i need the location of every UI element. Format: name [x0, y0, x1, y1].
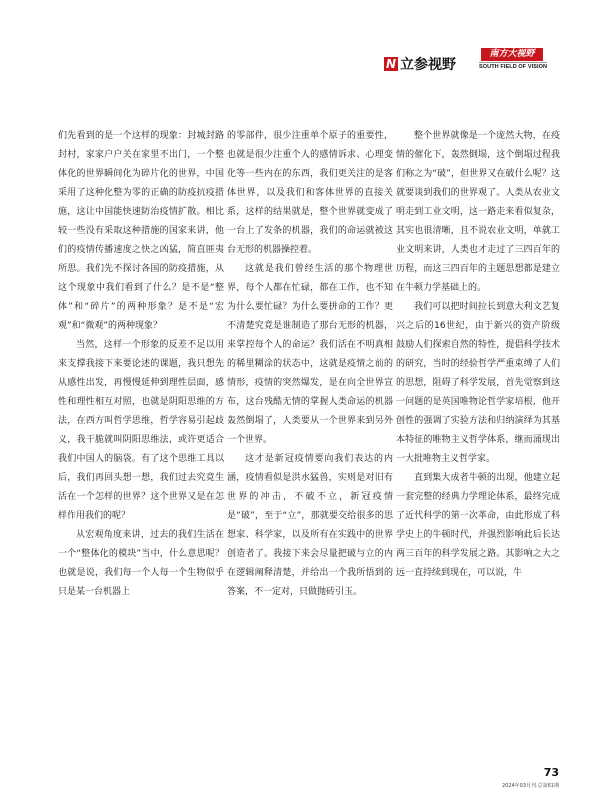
magazine-brand: 南方大视野	[481, 48, 543, 61]
text-column-2	[227, 127, 393, 602]
paragraph: 整个世界就像是一个庞然大物，在疫情的催化下，轰然倒塌，这个倒塌过程我们称之为“破”，但世界又在破什么呢？这就要谈到我们的世界观了。人类从农业文明走到工业文明，这一路走来看似复杂，其实也很清晰，且不说农业文明，单就工业文明来讲，人类也才走过了三四百年的历程，而这三四百年的主题思想都是建立在牛顿力学基础上的。	[396, 131, 560, 293]
column-header	[378, 40, 568, 76]
magazine-brand-subtitle: SOUTH FIELD OF VISION	[479, 64, 548, 70]
paragraph: 当然，这样一个形象的反差不足以用来支撑我接下来要论述的课题，我只想先从感性出发，再慢慢延伸到理性层面，感性和理性相互对照，也就是阴阳思维的方法，在西方叫哲学思维，哲学容易引起歧义，我干脆就叫阴阳思维法，或许更适合我们中国人的脑袋。有了这个思维工具以后，我们再回头想一想，我们过去究竟生活在一个怎样的世界？这个世界又是在怎样作用我们的呢？	[58, 340, 224, 521]
paragraph: 从宏观角度来讲，过去的我们生活在一个“整体化的模块”当中，什么意思呢？也就是说，我们每一个人每一个生物似乎只是某一台机器上	[58, 530, 224, 597]
column-title: 立参视野	[400, 57, 456, 73]
issue-info: 2024年03月刊·总第61期	[501, 783, 559, 789]
text-column-3	[396, 127, 560, 583]
header-divider	[479, 62, 547, 63]
paragraph: 我们可以把时间拉长到意大利文艺复兴之后的16世纪，由于新兴的资产阶级鼓励人们探索自然的特性，提倡科学技术的研究，当时的经验哲学严重束缚了人们的思想，阻碍了科学发展，首先觉察到这一问题的是英国唯物论哲学家培根，他开创性的强调了实验方法和归纳演绎为其基本特征的唯物主义哲学体系，继而涌现出一大批唯物主义哲学家。	[396, 302, 560, 464]
paragraph: 这就是我们曾经生活的那个物理世界，每个人都在忙碌，都在工作，也不知为什么要忙碌？为什么要拼命的工作？更不清楚究竟是谁制造了那台无形的机器，来掌控每个人的命运？我们活在不明真相的稀里糊涂的状态中，这就是疫情之前的情形，疫情的突然爆发，是在向全世界宣布，这台残酷无情的掌握人类命运的机器轰然倒塌了，人类要从一个世界来到另外一个世界。	[227, 264, 393, 445]
column-logo: N	[385, 57, 397, 71]
paragraph: 们先看到的是一个这样的现象：封城封路封村，家家户户关在家里不出门，一个整体化的世界瞬间化为碎片化的世界，中国采用了这种化整为零的正确的防疫抗疫措施，这让中国能快速防治疫情扩散。相比较一些没有采取这种措施的国家来讲，他们的疫情传播速度之快之凶猛，简直匪夷所思。我们先不探讨各国的防疫措施，从这个现象中我们看到了什么？是不是“整体”和“碎片”的两种形象？是不是“宏观”和“微观”的两种现象？	[58, 131, 224, 331]
paragraph: 的零部件，很少注重单个原子的重要性，也就是很少注重个人的感情诉求、心理变化等一些内在的东西，我们更关注的是客体世界，以及我们和客体世界的直接关系，这样的结果就是，整个世界就变成了一台上了发条的机器，我们的命运就被这台无形的机器操控着。	[227, 131, 393, 255]
text-column-1	[58, 127, 224, 602]
page-number: 73	[543, 766, 559, 779]
paragraph: 这才是新冠疫情要向我们表达的内涵，疫情看似是洪水猛兽，实则是对旧有世界的冲击，不破不立，新冠疫情是“破”，至于“立”，那就要交给很多的思想家、科学家，以及所有在实践中的世界创造者了。我接下来会尽量把破与立的内在逻辑阐释清楚，并给出一个我所悟到的答案，不一定对，只做抛砖引玉。	[227, 454, 393, 597]
paragraph: 直到集大成者牛顿的出现，他建立起一套完整的经典力学理论体系，最终完成了近代科学的第一次革命，由此形成了科学史上的牛顿时代，并强烈影响此后长达两三百年的科学发展之路。其影响之大之远一直持续到现在，可以说，牛	[396, 473, 560, 578]
